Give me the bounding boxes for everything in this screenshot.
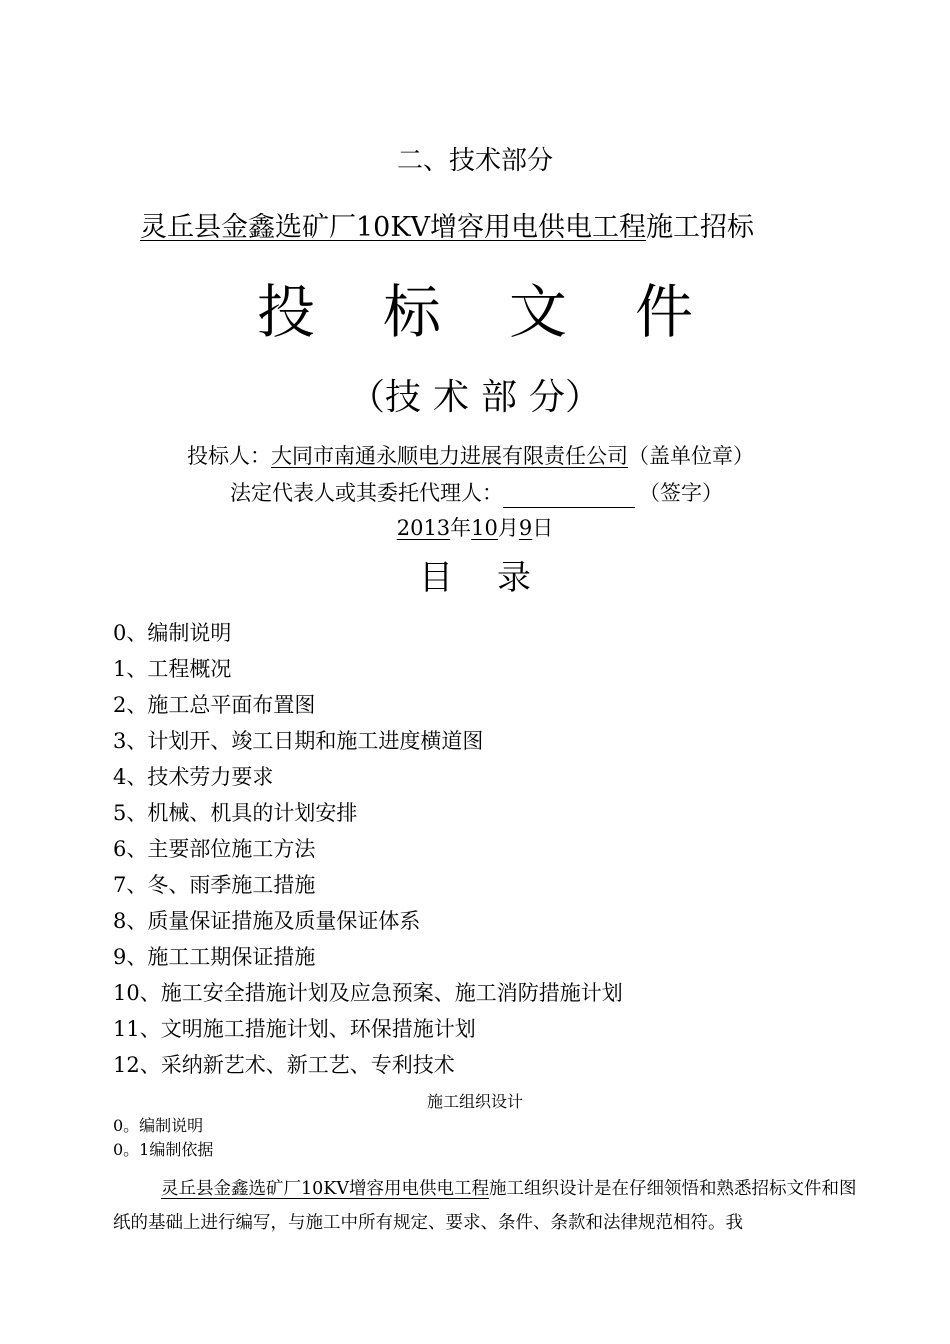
toc-item[interactable]: 7、冬、雨季施工措施 <box>113 873 316 897</box>
document-subtitle <box>0 372 950 424</box>
paragraph-text: 施工组织设计是在仔细领悟和熟悉招标文件和图纸的基础上进行编写，与施工中所有规定、要求、条件、条款和法律规范相符。我 <box>113 1179 857 1233</box>
heading-preparation-notes: 0。编制说明 <box>113 1116 204 1135</box>
date-day-unit: 日 <box>532 516 554 540</box>
toc-item[interactable]: 12、采纳新艺术、新工艺、专利技术 <box>113 1053 455 1077</box>
bidder-label: 投标人： <box>187 444 271 468</box>
toc-item[interactable]: 6、主要部位施工方法 <box>113 837 316 861</box>
date-month-unit: 月 <box>497 516 519 540</box>
seal-note: （盖单位章） <box>628 444 754 468</box>
toc-item[interactable]: 2、施工总平面布置图 <box>113 693 316 717</box>
date-day: 9 <box>518 516 533 540</box>
toc-item[interactable]: 4、技术劳力要求 <box>113 765 274 789</box>
toc-title-char: 录 <box>497 558 531 598</box>
toc-item[interactable]: 8、质量保证措施及质量保证体系 <box>113 909 421 933</box>
sign-note: （签字） <box>639 481 723 505</box>
date-line <box>0 513 950 543</box>
paragraph-project-name: 灵丘县金鑫选矿厂10KV增容用电供电工程 <box>161 1179 489 1199</box>
subtitle-part: （技 <box>348 377 421 418</box>
bidder-company: 大同市南通永顺电力进展有限责任公司 <box>271 444 628 468</box>
date-year: 2013 <box>396 516 451 540</box>
subtitle-part: 分） <box>529 377 602 418</box>
representative-line <box>230 478 790 508</box>
project-name: 灵丘县金鑫选矿厂10KV增容用电供电工程 <box>140 212 647 243</box>
document-title-char: 标 <box>382 278 441 346</box>
heading-preparation-basis: 0。1编制依据 <box>113 1140 214 1159</box>
signature-blank[interactable] <box>503 485 635 508</box>
subtitle-part: 部 <box>481 377 518 418</box>
toc-item[interactable]: 0、编制说明 <box>113 621 232 645</box>
document-title-char: 文 <box>509 278 568 346</box>
toc-item[interactable]: 1、工程概况 <box>113 657 232 681</box>
toc-item[interactable]: 3、计划开、竣工日期和施工进度横道图 <box>113 729 484 753</box>
document-title-char: 投 <box>256 278 315 346</box>
document-title <box>0 276 950 348</box>
toc-item[interactable]: 9、施工工期保证措施 <box>113 945 316 969</box>
project-title <box>140 208 800 248</box>
date-month: 10 <box>471 516 498 540</box>
representative-label: 法定代表人或其委托代理人： <box>230 481 503 505</box>
toc-title-char: 目 <box>419 558 453 598</box>
toc-list <box>113 617 623 1085</box>
body-paragraph <box>113 1172 863 1240</box>
toc-title <box>0 552 950 604</box>
section-title: 二、技术部分 <box>396 146 553 176</box>
document-title-char: 件 <box>635 278 694 346</box>
bidder-line <box>187 441 807 471</box>
date-year-unit: 年 <box>450 516 472 540</box>
subtitle-part: 术 <box>432 377 469 418</box>
project-suffix: 施工招标 <box>646 212 755 243</box>
toc-item[interactable]: 10、施工安全措施计划及应急预案、施工消防措施计划 <box>113 981 623 1005</box>
toc-item[interactable]: 5、机械、机具的计划安排 <box>113 801 358 825</box>
toc-item[interactable]: 11、文明施工措施计划、环保措施计划 <box>113 1017 476 1041</box>
design-section-title: 施工组织设计 <box>426 1092 523 1111</box>
